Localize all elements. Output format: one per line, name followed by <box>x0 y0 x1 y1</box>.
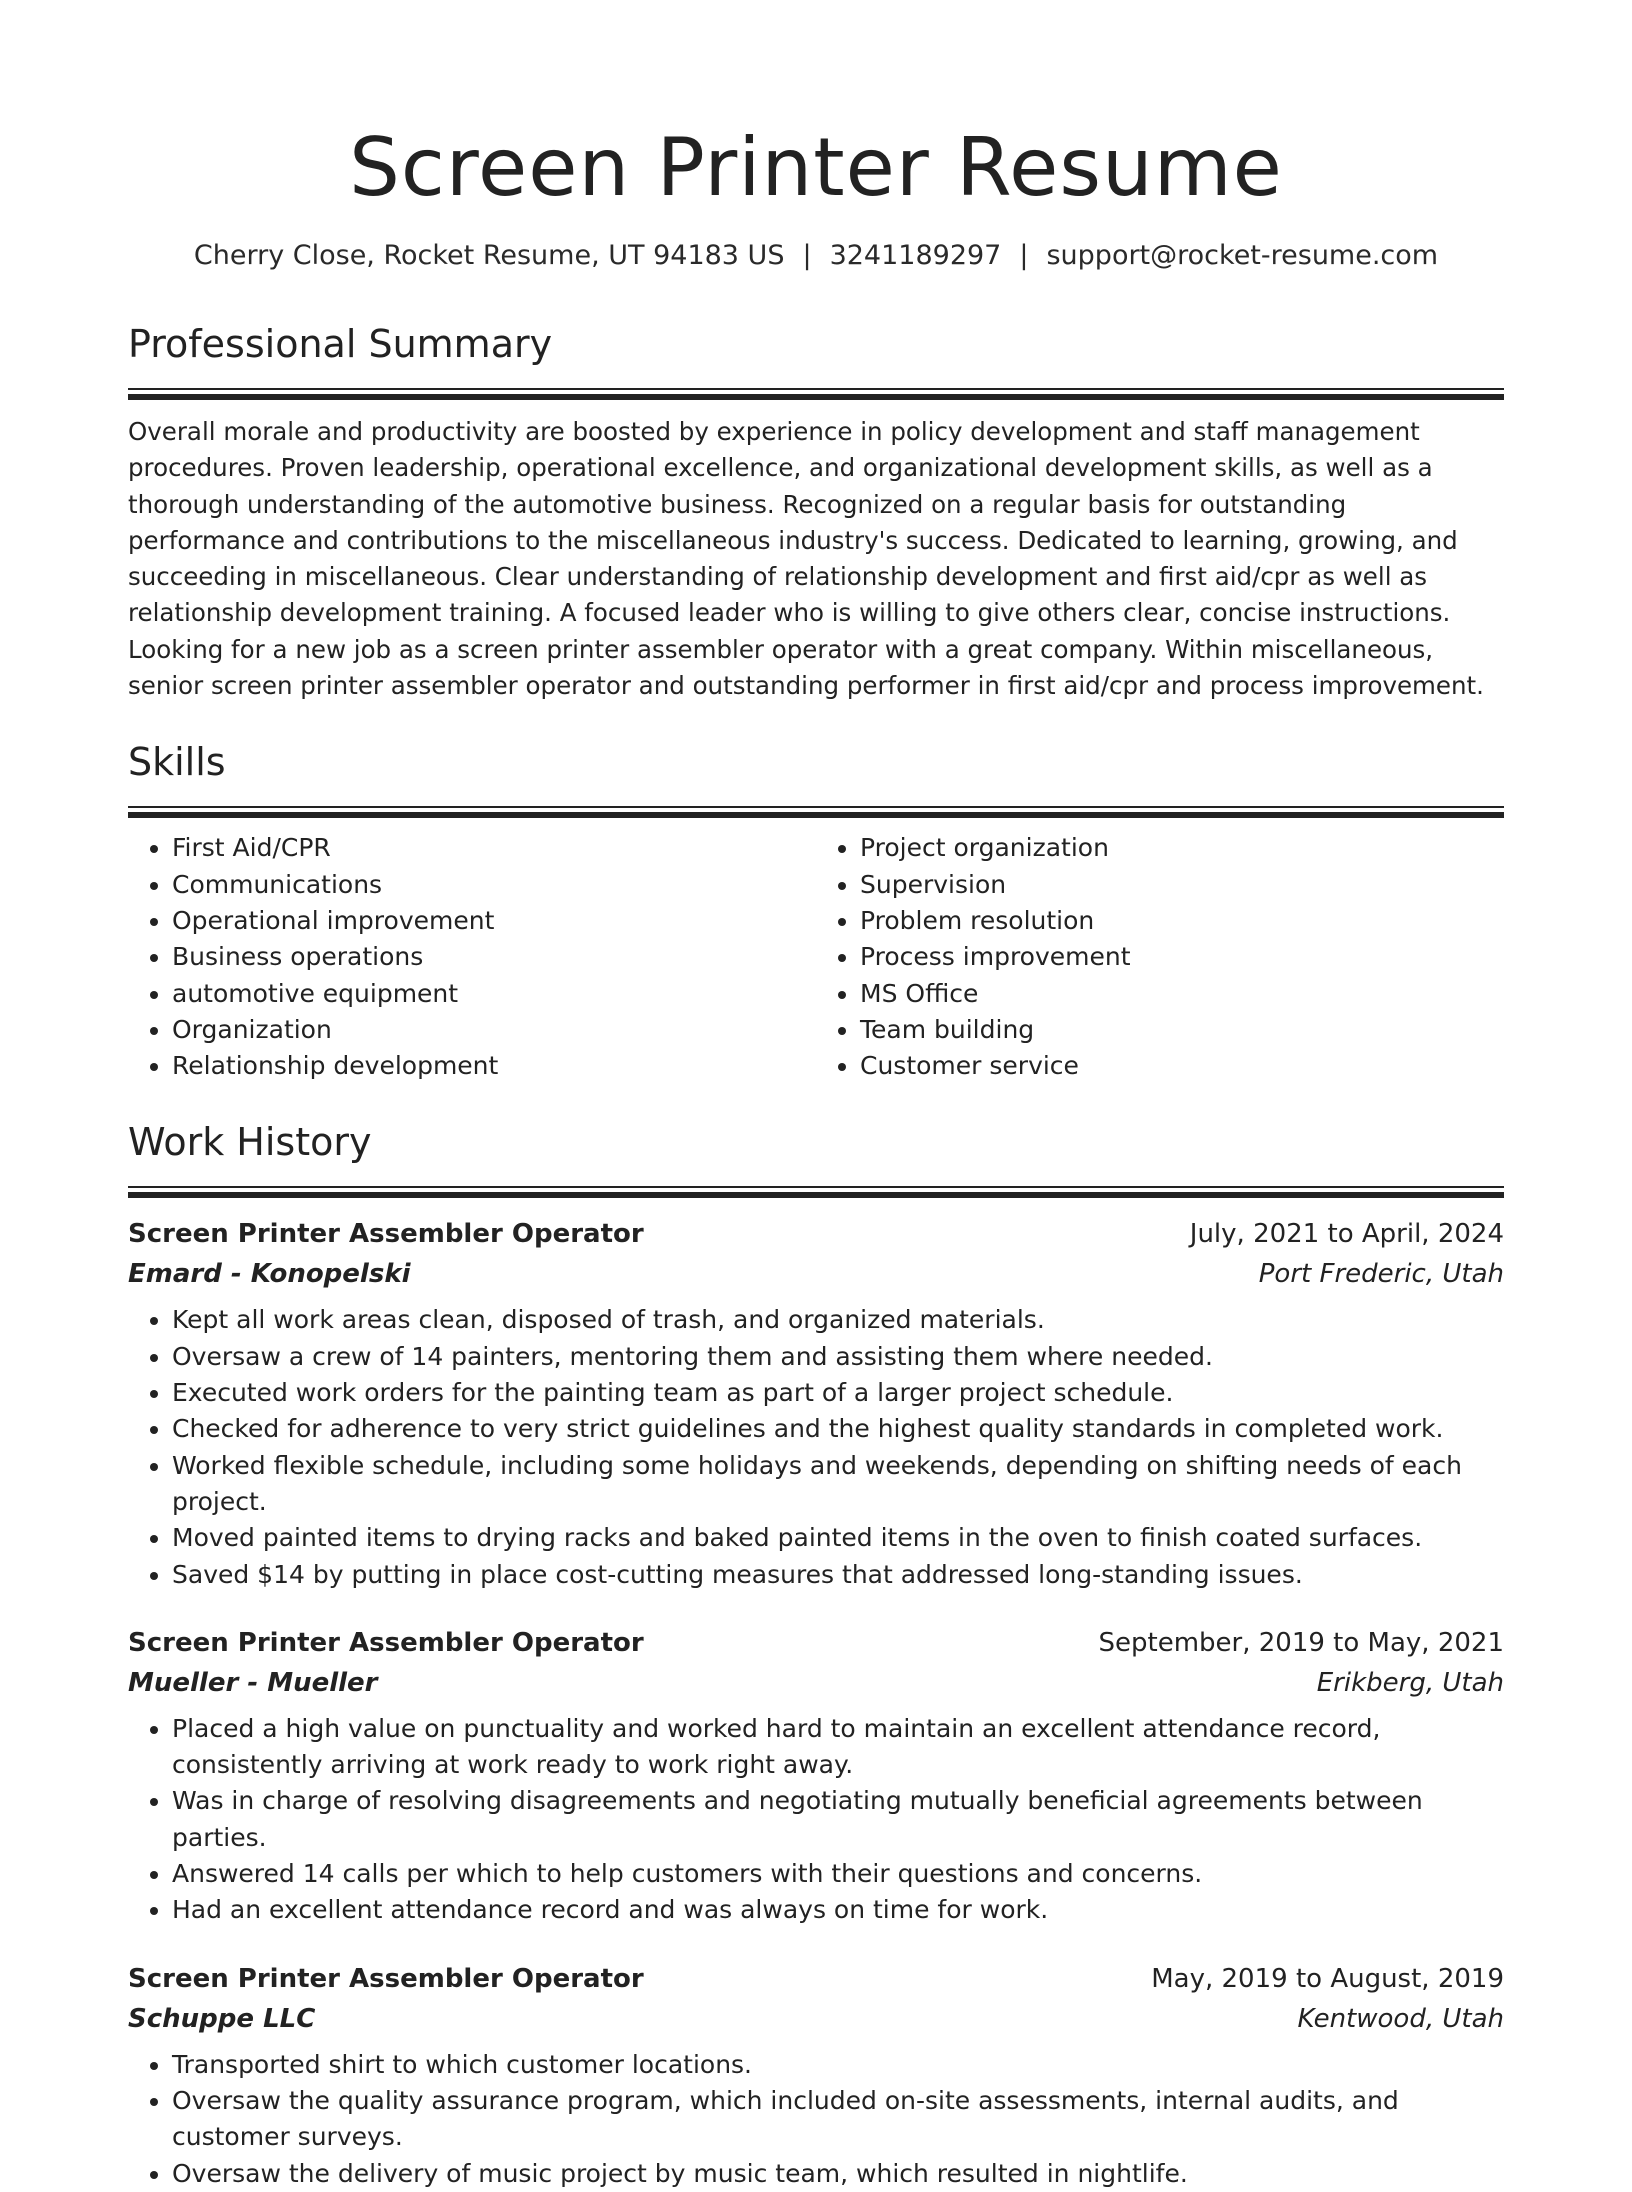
job-bullet: • Transported shirt to which customer locations. <box>172 2047 1504 2083</box>
skills-list-right <box>816 830 1504 1084</box>
job-bullets <box>128 1302 1504 1592</box>
contact-separator: | <box>802 240 812 271</box>
job-company: Emard - Konopelski <box>128 1259 411 1290</box>
contact-email: support@rocket-resume.com <box>1046 240 1439 271</box>
skills-section <box>128 732 1504 1084</box>
job-company: Schuppe LLC <box>128 2003 316 2034</box>
job-dates: July, 2021 to April, 2024 <box>1189 1219 1504 1250</box>
section-gap <box>128 704 1504 732</box>
job-subheader <box>128 1663 1504 1703</box>
job-bullets <box>128 2047 1504 2192</box>
skill-item: • Customer service <box>860 1048 1504 1084</box>
contact-line <box>0 236 1632 276</box>
job-bullet: • Kept all work areas clean, disposed of trash, and organized materials. <box>172 1302 1504 1338</box>
job-bullet: • Placed a high value on punctuality and worked hard to maintain an excellent attendance record, consistently arriving at work ready to work right away. <box>172 1711 1504 1784</box>
skill-item: • Team building <box>860 1012 1504 1048</box>
job-entry <box>128 1959 1504 2192</box>
job-subheader <box>128 1254 1504 1294</box>
skill-item: • First Aid/CPR <box>172 830 816 866</box>
job-bullet: • Had an excellent attendance record and was always on time for work. <box>172 1892 1504 1928</box>
job-title: Screen Printer Assembler Operator <box>128 1963 644 1994</box>
skill-item: • Business operations <box>172 939 816 975</box>
skill-item: • automotive equipment <box>172 976 816 1012</box>
skills-list-left <box>128 830 816 1084</box>
job-location: Kentwood, Utah <box>1297 2003 1504 2034</box>
contact-separator: | <box>1019 240 1029 271</box>
job-company: Mueller - Mueller <box>128 1667 378 1698</box>
contact-address: Cherry Close, Rocket Resume, UT 94183 US <box>193 240 785 271</box>
skill-item: • Supervision <box>860 867 1504 903</box>
job-header <box>128 1214 1504 1254</box>
section-heading-work-history: Work History <box>128 1120 372 1165</box>
job-dates: May, 2019 to August, 2019 <box>1151 1963 1504 1994</box>
job-bullet: • Oversaw the quality assurance program, which included on-site assessments, internal audits, and customer surveys. <box>172 2083 1504 2156</box>
skill-item: • MS Office <box>860 976 1504 1012</box>
page-title: Screen Printer Resume <box>349 121 1283 214</box>
job-entry <box>128 1623 1504 1929</box>
job-bullet: • Answered 14 calls per which to help customers with their questions and concerns. <box>172 1856 1504 1892</box>
skill-item: • Problem resolution <box>860 903 1504 939</box>
job-bullet: • Executed work orders for the painting team as part of a larger project schedule. <box>172 1375 1504 1411</box>
job-location: Erikberg, Utah <box>1316 1667 1504 1698</box>
skills-columns <box>128 830 1504 1084</box>
job-bullet: • Checked for adherence to very strict guidelines and the highest quality standards in completed work. <box>172 1411 1504 1447</box>
skill-item: • Relationship development <box>172 1048 816 1084</box>
section-heading-skills: Skills <box>128 740 226 785</box>
job-header <box>128 1623 1504 1663</box>
job-subheader <box>128 1999 1504 2039</box>
section-gap <box>128 1084 1504 1112</box>
job-dates: September, 2019 to May, 2021 <box>1098 1627 1504 1658</box>
contact-phone: 3241189297 <box>829 240 1002 271</box>
job-bullet: • Saved $14 by putting in place cost-cutting measures that addressed long-standing issues. <box>172 1557 1504 1593</box>
skill-item: • Communications <box>172 867 816 903</box>
summary-section <box>128 314 1504 704</box>
job-bullets <box>128 1711 1504 1929</box>
job-bullet: • Was in charge of resolving disagreements and negotiating mutually beneficial agreements between parties. <box>172 1783 1504 1856</box>
job-bullet: • Worked flexible schedule, including some holidays and weekends, depending on shifting needs of each project. <box>172 1448 1504 1521</box>
section-divider <box>128 806 1504 818</box>
job-bullet: • Oversaw the delivery of music project by music team, which resulted in nightlife. <box>172 2156 1504 2192</box>
skill-item: • Process improvement <box>860 939 1504 975</box>
section-divider <box>128 1186 1504 1198</box>
skill-item: • Project organization <box>860 830 1504 866</box>
section-heading-summary: Professional Summary <box>128 322 553 366</box>
summary-text: Overall morale and productivity are boosted by experience in policy development and staff management procedures. Proven leadership, operational excellence, and organizational development skills, as well as a thorough understanding of the automotive business. Recognized on a regular basis for outstanding performance and contributions to the miscellaneous industry's success. Dedicated to learning, growing, and succeeding in miscellaneous. Clear understanding of relationship development and first aid/cpr as well as relationship development training. A focused leader who is willing to give others clear, concise instructions. Looking for a new job as a screen printer assembler operator with a great company. Within miscellaneous, senior screen printer assembler operator and outstanding performer in first aid/cpr and process improvement. <box>128 417 1484 701</box>
resume-content <box>128 314 1504 2192</box>
skill-item: • Organization <box>172 1012 816 1048</box>
skill-item: • Operational improvement <box>172 903 816 939</box>
job-bullet: • Moved painted items to drying racks and baked painted items in the oven to finish coated surfaces. <box>172 1520 1504 1556</box>
job-location: Port Frederic, Utah <box>1258 1259 1504 1290</box>
job-title: Screen Printer Assembler Operator <box>128 1627 644 1658</box>
work-history-section <box>128 1112 1504 2191</box>
job-bullet: • Oversaw a crew of 14 painters, mentoring them and assisting them where needed. <box>172 1339 1504 1375</box>
section-divider <box>128 388 1504 400</box>
job-title: Screen Printer Assembler Operator <box>128 1219 644 1250</box>
job-header <box>128 1959 1504 1999</box>
job-entry <box>128 1214 1504 1592</box>
